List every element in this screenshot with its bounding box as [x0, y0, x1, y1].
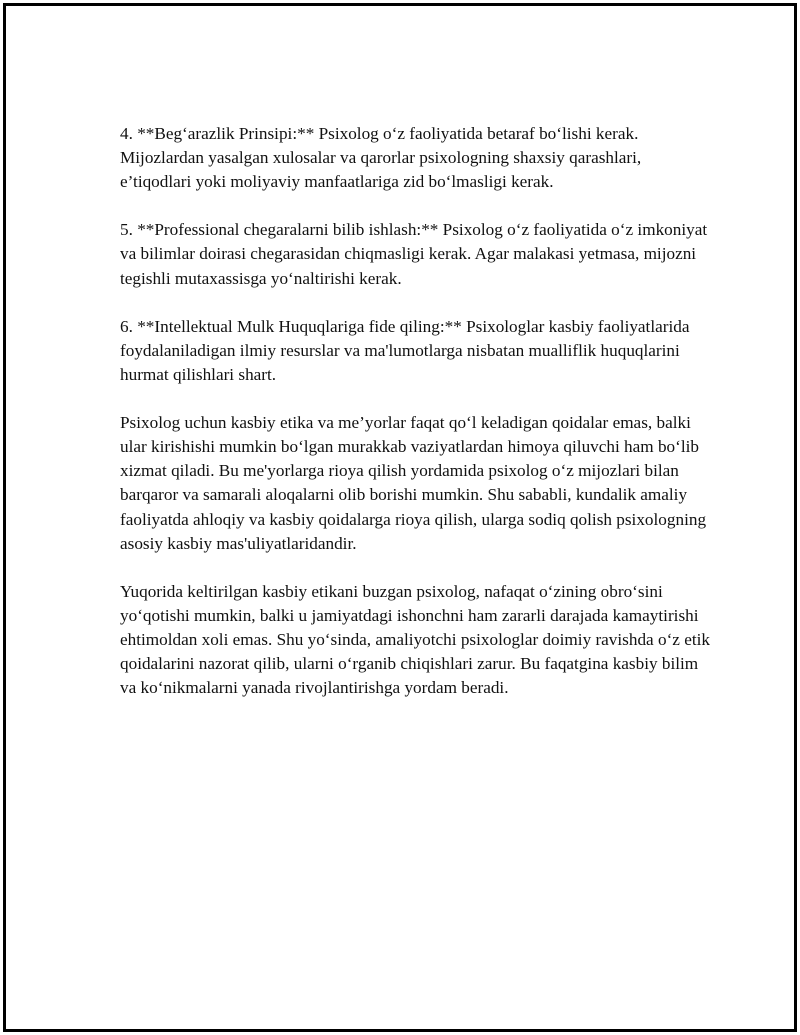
paragraph-professional-boundaries: 5. **Professional chegaralarni bilib ishlash:** Psixolog o‘z faoliyatida o‘z imkoniyat va bilimlar doirasi chegarasidan chiqmasligi kerak. Agar malakasi yetmasa, mijozni tegishli mutaxassisga yo‘naltirishi kerak.	[120, 220, 708, 288]
paragraph-ethics-importance: Psixolog uchun kasbiy etika va me’yorlar faqat qo‘l keladigan qoidalar emas, balki ular kirishishi mumkin bo‘lgan murakkab vaziyatlardan himoya qiluvchi ham bo‘lib xizmat qiladi. Bu me'yorlarga rioya qilish yordamida psixolog o‘z mijozlari bilan barqaror va samarali aloqalarni olib borishi mumkin. Shu sababli, kundalik amaliy faoliyatda ahloqiy va kasbiy qoidalarga rioya qilish, ularga sodiq qolish psixologning asosiy kasbiy mas'uliyatlaridandir.	[120, 413, 707, 553]
paragraph-intellectual-property: 6. **Intellektual Mulk Huquqlariga fide qiling:** Psixologlar kasbiy faoliyatlarida foydalaniladigan ilmiy resurslar va ma'lumotlarga nisbatan mualliflik huquqlarini hurmat qilishlari shart.	[120, 316, 690, 384]
document-body	[120, 122, 710, 724]
page-frame	[3, 3, 797, 1032]
paragraph-begarazlik-principle: 4. **Beg‘arazlik Prinsipi:** Psixolog o‘z faoliyatida betaraf bo‘lishi kerak. Mijozlardan yasalgan xulosalar va qarorlar psixologning shaxsiy qarashlari, e’tiqodlari yoki moliyaviy manfaatlariga zid bo‘lmasligi kerak.	[120, 124, 642, 192]
paragraph-ethics-violation: Yuqorida keltirilgan kasbiy etikani buzgan psixolog, nafaqat o‘zining obro‘sini yo‘qotishi mumkin, balki u jamiyatdagi ishonchni ham zararli darajada kamaytirishi ehtimoldan xoli emas. Shu yo‘sinda, amaliyotchi psixologlar doimiy ravishda o‘z etik qoidalarini nazorat qilib, ularni o‘rganib chiqishlari zarur. Bu faqatgina kasbiy bilim va ko‘nikmalarni yanada rivojlantirishga yordam beradi.	[120, 581, 710, 698]
